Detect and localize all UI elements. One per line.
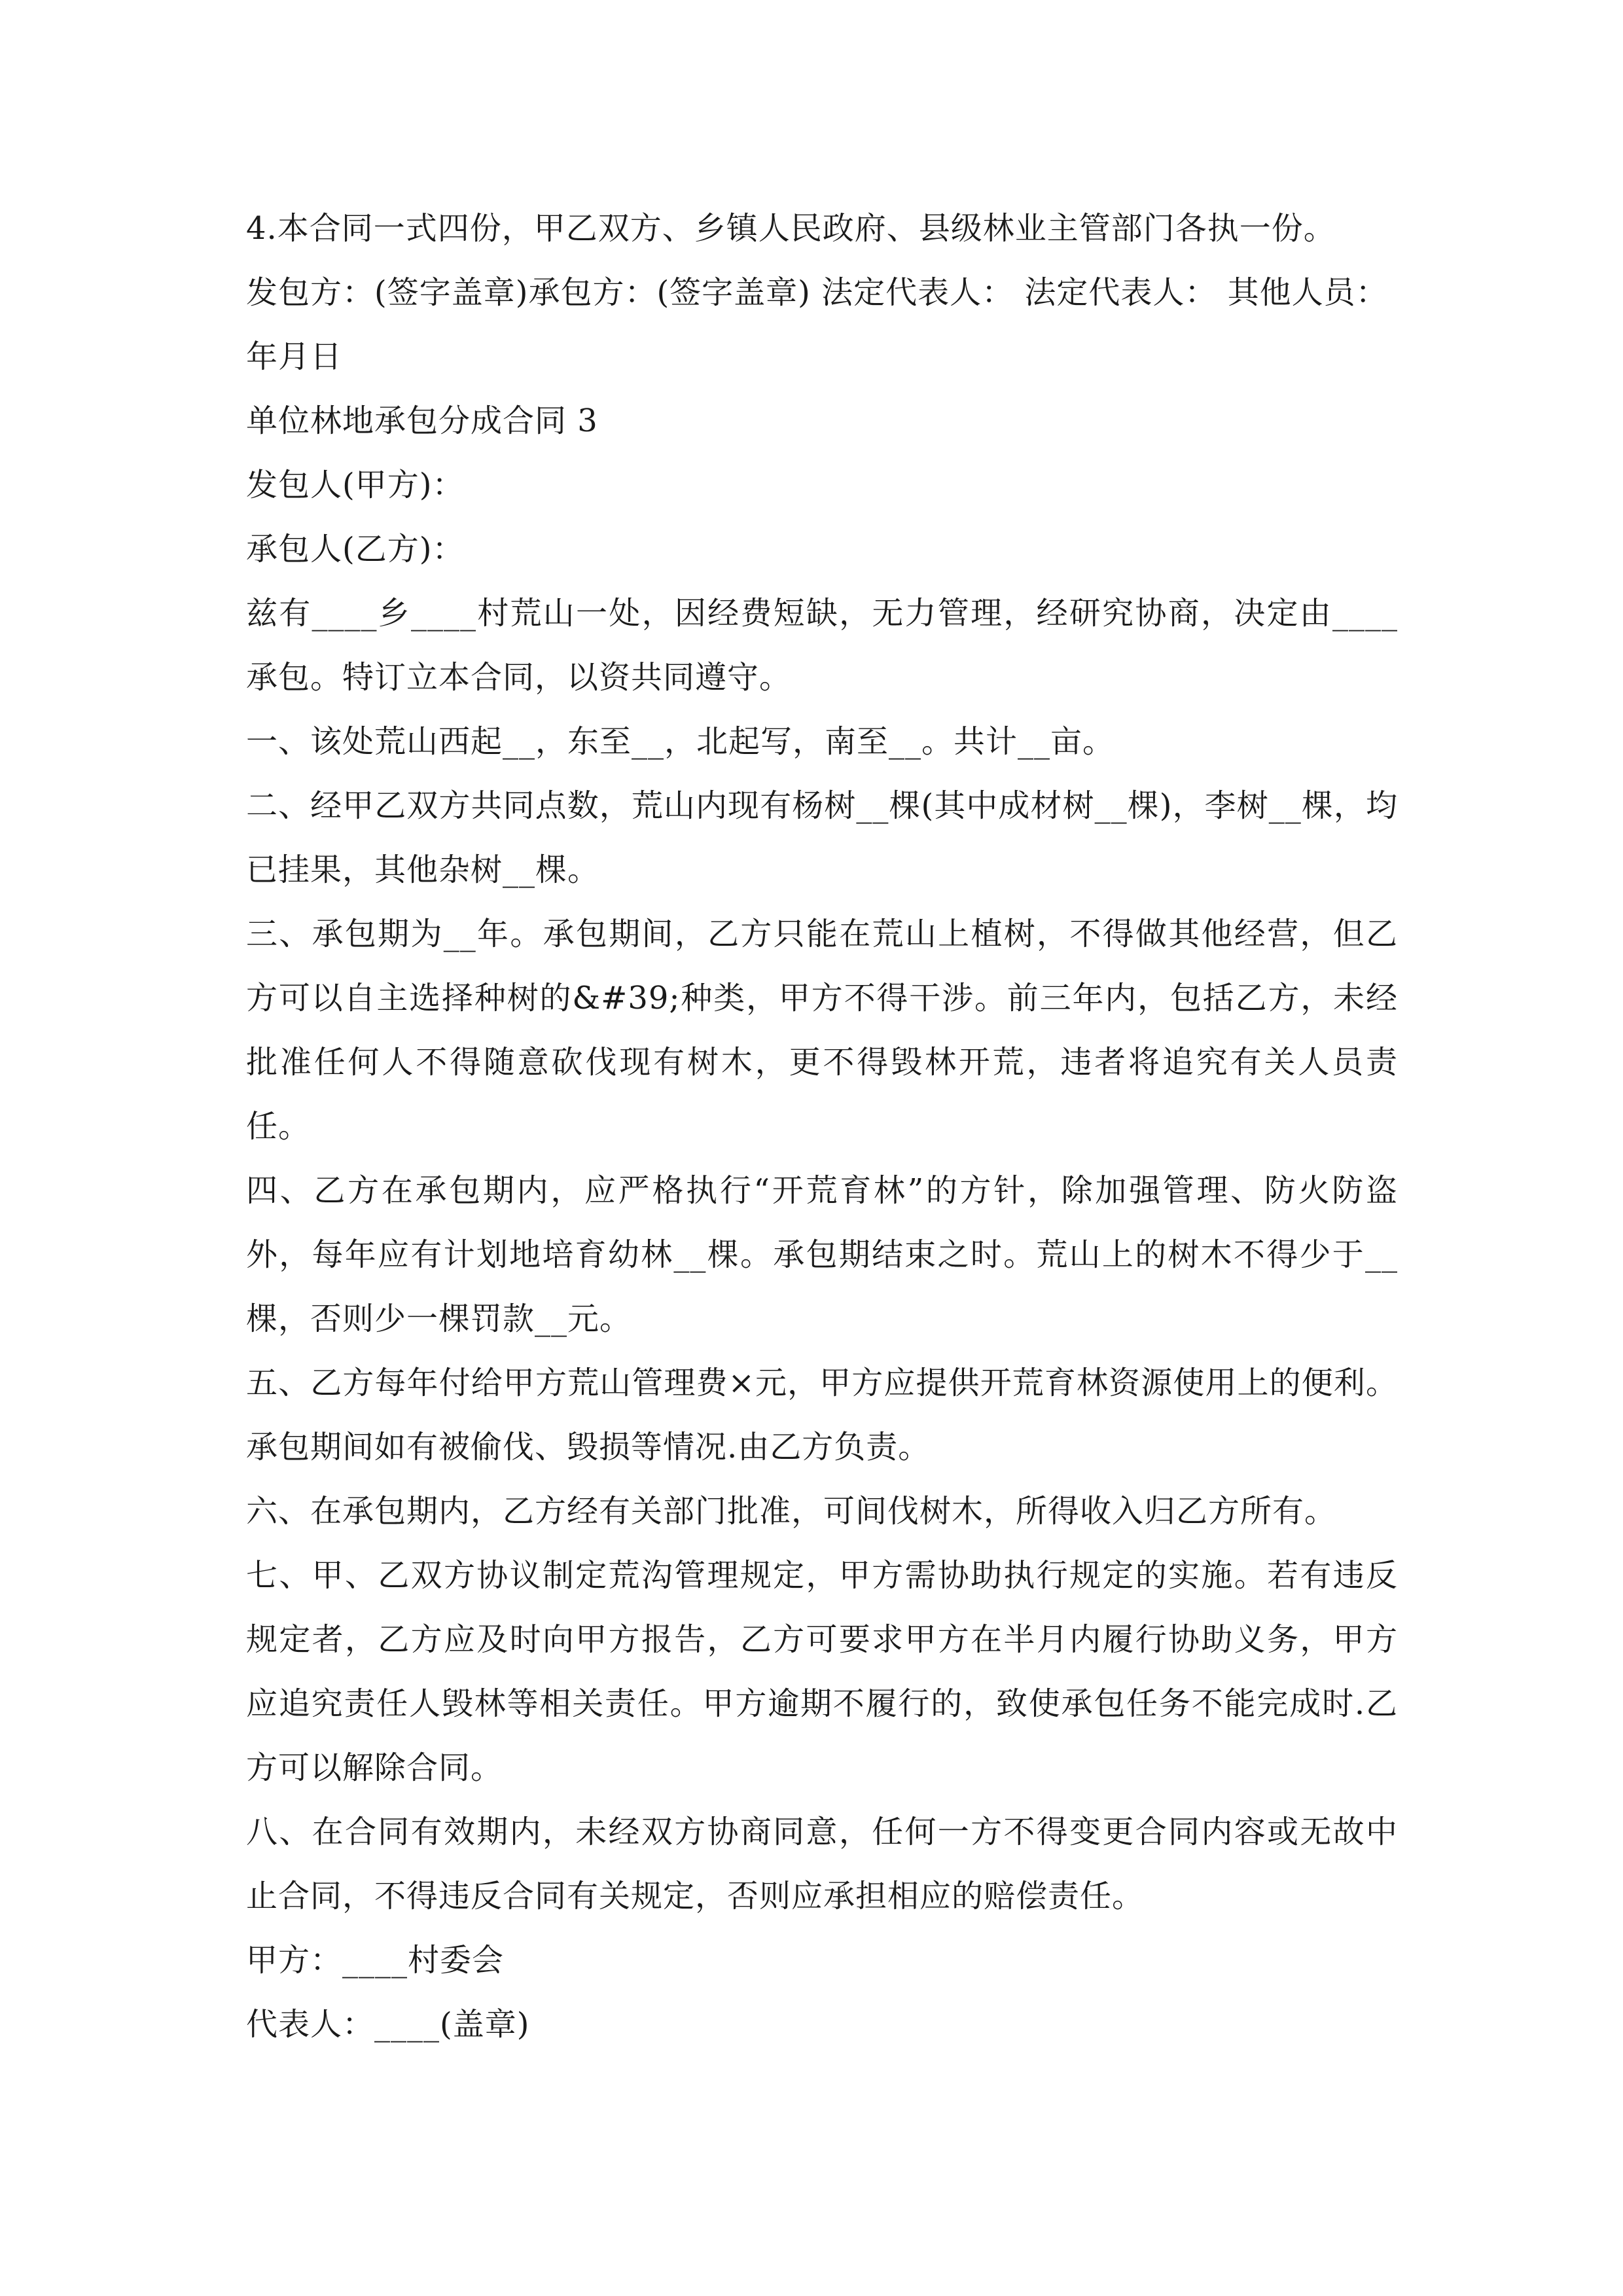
preamble: 兹有____乡____村荒山一处，因经费短缺，无力管理，经研究协商，决定由____承包。特订立本合同，以资共同遵守。 — [246, 595, 1398, 696]
clause-7: 七、甲、乙双方协议制定荒沟管理规定，甲方需协助执行规定的实施。若有违反规定者，乙方应及时向甲方报告，乙方可要求甲方在半月内履行协助义务，甲方应追究责任人毁林等相关责任。甲方逾期不履行的，致使承包任务不能完成时.乙方可以解除合同。 — [246, 1557, 1398, 1786]
representative-signature: 代表人：____(盖章) — [246, 2006, 530, 2043]
clause-copies: 4.本合同一式四份，甲乙双方、乡镇人民政府、县级林业主管部门各执一份。 — [246, 210, 1336, 247]
clause-4: 四、乙方在承包期内，应严格执行“开荒育林”的方针，除加强管理、防火防盗外，每年应有计划地培育幼林__棵。承包期结束之时。荒山上的树木不得少于__棵，否则少一棵罚款__元。 — [246, 1172, 1398, 1337]
date-line: 年月日 — [246, 338, 343, 375]
clause-3: 三、承包期为__年。承包期间，乙方只能在荒山上植树，不得做其他经营，但乙方可以自主选择种树的&#39;种类，甲方不得干涉。前三年内，包括乙方，未经批准任何人不得随意砍伐现有树木，更不得毁林开荒，违者将追究有关人员责任。 — [246, 916, 1398, 1145]
party-a-signature: 甲方：____村委会 — [246, 1942, 505, 1979]
clause-8: 八、在合同有效期内，未经双方协商同意，任何一方不得变更合同内容或无故中止合同，不得违反合同有关规定，否则应承担相应的赔偿责任。 — [246, 1814, 1398, 1914]
clause-5: 五、乙方每年付给甲方荒山管理费×元，甲方应提供开荒育林资源使用上的便利。承包期间如有被偷伐、毁损等情况.由乙方负责。 — [246, 1365, 1398, 1465]
contract-title: 单位林地承包分成合同 3 — [246, 403, 598, 439]
signature-parties: 发包方：(签字盖章)承包方：(签字盖章) 法定代表人： 法定代表人： 其他人员： — [246, 274, 1388, 311]
clause-2: 二、经甲乙双方共同点数，荒山内现有杨树__棵(其中成材树__棵)，李树__棵，均已挂果，其他杂树__棵。 — [246, 787, 1398, 888]
party-b-line: 承包人(乙方)： — [246, 531, 465, 567]
document-body — [246, 196, 1398, 2056]
party-a-line: 发包人(甲方)： — [246, 467, 465, 503]
clause-6: 六、在承包期内，乙方经有关部门批准，可间伐树木，所得收入归乙方所有。 — [246, 1493, 1337, 1530]
clause-1: 一、该处荒山西起__，东至__，北起写，南至__。共计__亩。 — [246, 723, 1115, 760]
